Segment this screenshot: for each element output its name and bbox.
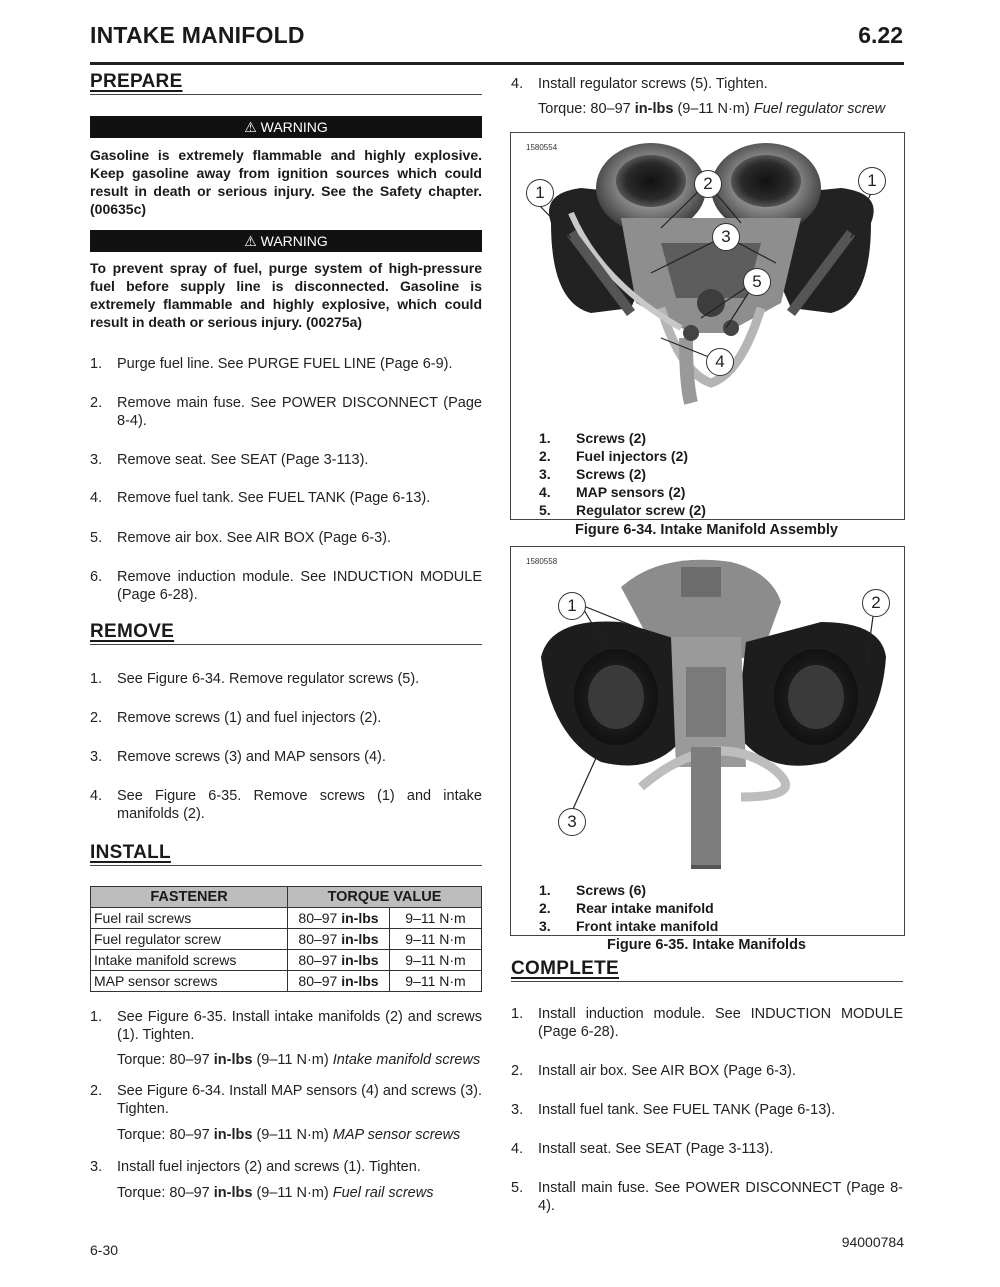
inlbs-cell: 80–97 in-lbs: [288, 971, 390, 992]
column-header: TORQUE VALUE: [288, 887, 482, 908]
callout-1-left: 1: [526, 179, 554, 207]
figure-caption: Figure 6-34. Intake Manifold Assembly: [575, 522, 838, 538]
header-rule: [90, 62, 904, 65]
torque-spec: Torque: 80–97 in-lbs (9–11 N·m) MAP sensor screws: [117, 1127, 461, 1143]
section-heading-remove: REMOVE: [90, 621, 482, 645]
warning-text: Gasoline is extremely flammable and highly explosive. Keep gasoline away from ignition sources which could result in death or serious injury. See the Safety chapter. (00635c): [90, 147, 482, 217]
callout-2: 2: [862, 589, 890, 617]
list-item: 4. Install regulator screws (5). Tighten.: [511, 76, 768, 92]
warning-label: WARNING: [260, 233, 328, 249]
warning-text: To prevent spray of fuel, purge system of high-pressure fuel before supply line is disconnected. Gasoline is extremely flammable and highly explosive, which could result in death or serious injury. (00275a): [90, 260, 482, 330]
legend-item: 4. MAP sensors (2): [539, 484, 686, 500]
callout-2: 2: [694, 170, 722, 198]
list-item: 5. Install main fuse. See POWER DISCONNECT (Page 8-4).: [511, 1180, 903, 1214]
callout-3: 3: [558, 808, 586, 836]
nm-cell: 9–11 N·m: [390, 971, 482, 992]
list-item: 4. Install seat. See SEAT (Page 3-113).: [511, 1141, 774, 1157]
list-item: 1. See Figure 6-35. Install intake manifolds (2) and screws (1). Tighten.: [90, 1009, 482, 1043]
list-item: 2. Remove main fuse. See POWER DISCONNECT (Page 8-4).: [90, 395, 482, 429]
fastener-cell: Fuel rail screws: [91, 908, 288, 929]
list-item: 5. Remove air box. See AIR BOX (Page 6-3).: [90, 530, 392, 546]
legend-item: 3. Screws (2): [539, 466, 647, 482]
legend-item: 5. Regulator screw (2): [539, 502, 706, 518]
list-item: 3. Remove seat. See SEAT (Page 3-113).: [90, 452, 369, 468]
callout-3: 3: [712, 223, 740, 251]
figure-id: 1580558: [526, 557, 558, 566]
document-number: 94000784: [841, 1234, 904, 1250]
list-item: 1. Purge fuel line. See PURGE FUEL LINE (Page 6-9).: [90, 356, 453, 372]
figure-id: 1580554: [526, 143, 558, 152]
figure-6-34: [510, 132, 905, 520]
fastener-cell: MAP sensor screws: [91, 971, 288, 992]
table-row: [91, 908, 482, 929]
warning-icon: ⚠: [244, 119, 257, 135]
warning-label: WARNING: [260, 119, 328, 135]
legend-item: 2. Fuel injectors (2): [539, 448, 689, 464]
column-header: FASTENER: [91, 887, 288, 908]
fastener-cell: Fuel regulator screw: [91, 929, 288, 950]
list-item: 3. Remove screws (3) and MAP sensors (4).: [90, 749, 386, 765]
legend-item: 3. Front intake manifold: [539, 918, 719, 934]
torque-spec: Torque: 80–97 in-lbs (9–11 N·m) Intake manifold screws: [117, 1052, 481, 1068]
page-title: INTAKE MANIFOLD: [90, 22, 305, 48]
table-row: [91, 971, 482, 992]
nm-cell: 9–11 N·m: [390, 929, 482, 950]
list-item: 2. See Figure 6-34. Install MAP sensors (4) and screws (3). Tighten.: [90, 1083, 482, 1117]
warning-banner: [90, 230, 482, 252]
callout-1-right: 1: [858, 167, 886, 195]
legend-item: 1. Screws (2): [539, 430, 647, 446]
figure-caption: Figure 6-35. Intake Manifolds: [606, 937, 806, 953]
table-row: [91, 929, 482, 950]
nm-cell: 9–11 N·m: [390, 950, 482, 971]
table-header-row: [91, 887, 482, 908]
torque-spec: Torque: 80–97 in-lbs (9–11 N·m) Fuel regulator screw: [538, 101, 886, 117]
torque-spec: Torque: 80–97 in-lbs (9–11 N·m) Fuel rail screws: [117, 1185, 434, 1201]
inlbs-cell: 80–97 in-lbs: [288, 950, 390, 971]
fastener-cell: Intake manifold screws: [91, 950, 288, 971]
callout-4: 4: [706, 348, 734, 376]
list-item: 1. See Figure 6-34. Remove regulator screws (5).: [90, 671, 420, 687]
figure-6-35: [510, 546, 905, 936]
list-item: 4. Remove fuel tank. See FUEL TANK (Page 6-13).: [90, 490, 431, 506]
inlbs-cell: 80–97 in-lbs: [288, 929, 390, 950]
warning-banner: [90, 116, 482, 138]
section-number: 6.22: [858, 22, 903, 48]
nm-cell: 9–11 N·m: [390, 908, 482, 929]
section-heading-prepare: PREPARE: [90, 71, 482, 95]
callout-1: 1: [558, 592, 586, 620]
list-item: 1. Install induction module. See INDUCTION MODULE (Page 6-28).: [511, 1006, 903, 1040]
list-item: 6. Remove induction module. See INDUCTION MODULE (Page 6-28).: [90, 569, 482, 603]
list-item: 2. Remove screws (1) and fuel injectors (2).: [90, 710, 382, 726]
list-item: 2. Install air box. See AIR BOX (Page 6-3).: [511, 1063, 796, 1079]
page-number: 6-30: [90, 1242, 119, 1258]
inlbs-cell: 80–97 in-lbs: [288, 908, 390, 929]
list-item: 3. Install fuel injectors (2) and screws (1). Tighten.: [90, 1159, 421, 1175]
section-heading-complete: COMPLETE: [511, 958, 903, 982]
warning-icon: ⚠: [244, 233, 257, 249]
list-item: 4. See Figure 6-35. Remove screws (1) and intake manifolds (2).: [90, 788, 482, 822]
callout-5: 5: [743, 268, 771, 296]
list-item: 3. Install fuel tank. See FUEL TANK (Page 6-13).: [511, 1102, 836, 1118]
legend-item: 1. Screws (6): [539, 882, 647, 898]
table-row: [91, 950, 482, 971]
legend-item: 2. Rear intake manifold: [539, 900, 714, 916]
section-heading-install: INSTALL: [90, 842, 482, 866]
torque-table: [90, 886, 482, 992]
